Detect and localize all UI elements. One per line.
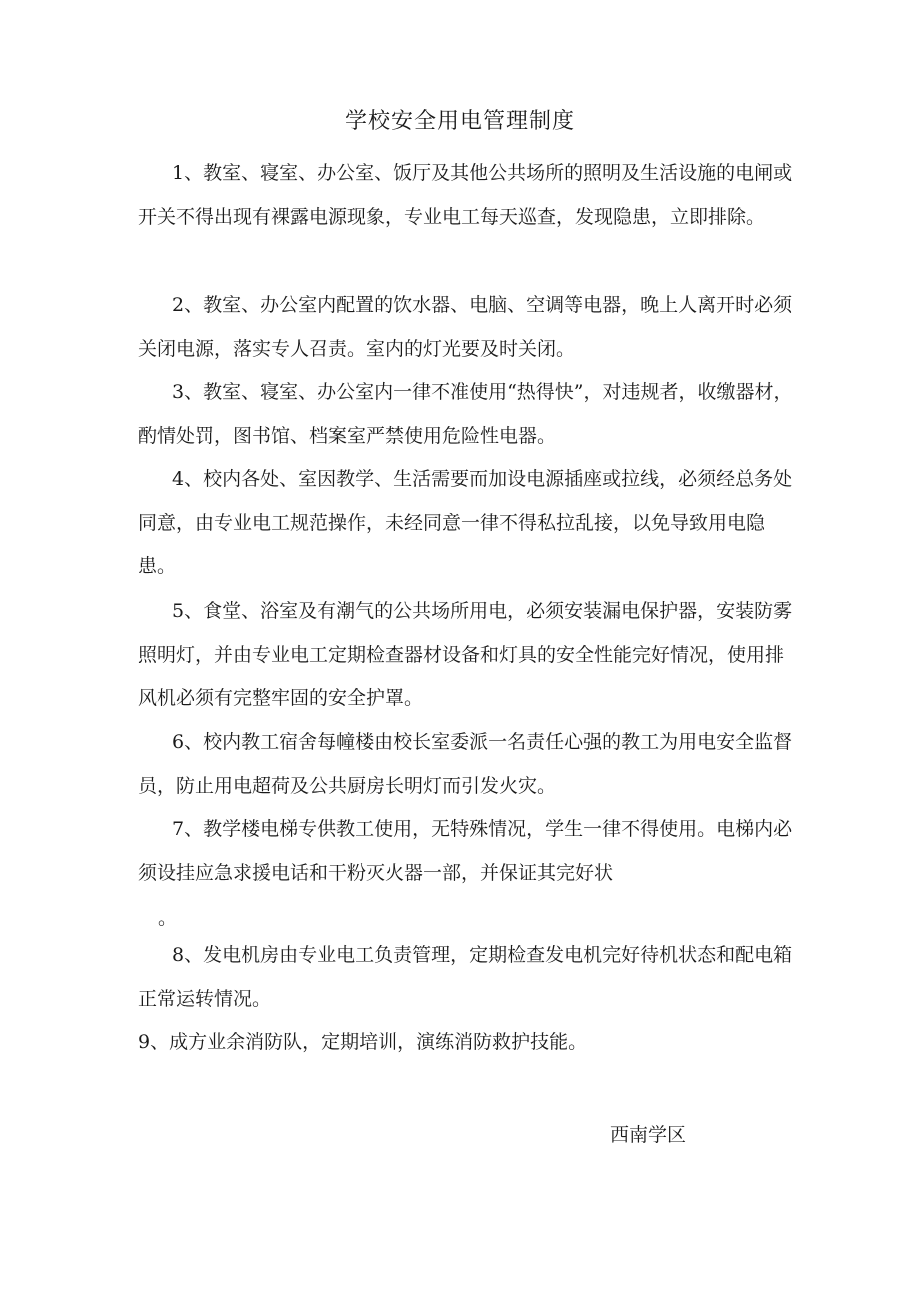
rule-paragraph-1: 1、教室、寝室、办公室、饭厅及其他公共场所的照明及生活设施的电闸或开关不得出现有裸露电源现象，专业电工每天巡查，发现隐患，立即排除。	[138, 162, 793, 228]
rule-paragraph-5: 5、食堂、浴室及有潮气的公共场所用电，必须安装漏电保护器，安装防雾照明灯，并由专业电工定期检查器材设备和灯具的安全性能完好情况，使用排风机必须有完整牢固的安全护罩。	[138, 600, 793, 709]
rule-paragraph-7: 7、教学楼电梯专供教工使用，无特殊情况，学生一律不得使用。电梯内必须设挂应急求援电话和干粉灭火器一部，并保证其完好状	[138, 818, 793, 884]
signature: 西南学区	[610, 1124, 687, 1146]
rule-paragraph-2: 2、教室、办公室内配置的饮水器、电脑、空调等电器，晚上人离开时必须关闭电源，落实专人召责。室内的灯光要及时关闭。	[138, 294, 793, 360]
rule-paragraph-7-continuation: 。	[158, 907, 178, 929]
rule-paragraph-3: 3、教室、寝室、办公室内一律不准使用“热得快”，对违规者，收缴器材，酌情处罚，图书馆、档案室严禁使用危险性电器。	[138, 381, 793, 447]
rule-paragraph-6: 6、校内教工宿舍每幢楼由校长室委派一名责任心强的教工为用电安全监督员，防止用电超荷及公共厨房长明灯而引发火灾。	[138, 731, 793, 797]
rule-paragraph-9: 9、成方业余消防队，定期培训，演练消防救护技能。	[138, 1031, 588, 1053]
rule-paragraph-8: 8、发电机房由专业电工负责管理，定期检查发电机完好待机状态和配电箱正常运转情况。	[138, 944, 793, 1010]
document-title: 学校安全用电管理制度	[344, 109, 575, 134]
rule-paragraph-4: 4、校内各处、室因教学、生活需要而加设电源插座或拉线，必须经总务处同意，由专业电工规范操作，未经同意一律不得私拉乱接，以免导致用电隐患。	[138, 468, 793, 577]
